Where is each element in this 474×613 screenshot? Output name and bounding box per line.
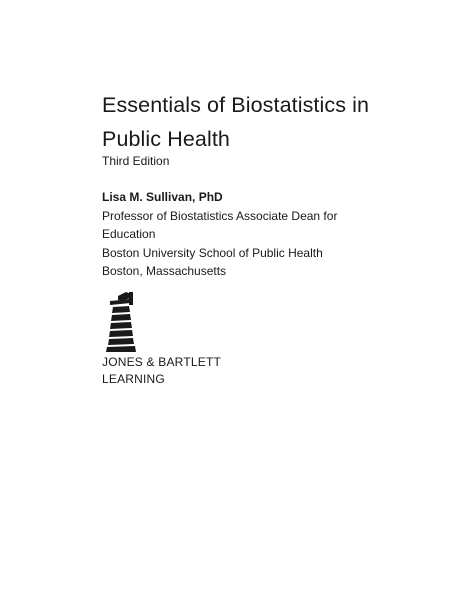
author-location-line: Boston, Massachusetts: [102, 264, 227, 278]
book-title-line-1: Essentials of Biostatistics in: [102, 93, 370, 117]
author-affiliation-line: Boston University School of Public Health: [102, 245, 323, 260]
author-affiliation-line: Professor of Biostatistics Associate Dean for: [102, 208, 338, 223]
lighthouse-icon: [102, 290, 142, 352]
author-name: Lisa M. Sullivan, PhD: [102, 190, 223, 204]
author-affiliation-line: Education: [102, 227, 156, 241]
book-title-line-2: Public Health: [102, 127, 230, 151]
edition-label: Third Edition: [102, 154, 170, 168]
publisher-name: [102, 354, 221, 388]
publisher-line-2: LEARNING: [102, 372, 165, 386]
author-block: [102, 188, 442, 281]
book-title: [102, 88, 402, 156]
publisher-line-1: JONES & BARTLETT: [102, 355, 222, 369]
